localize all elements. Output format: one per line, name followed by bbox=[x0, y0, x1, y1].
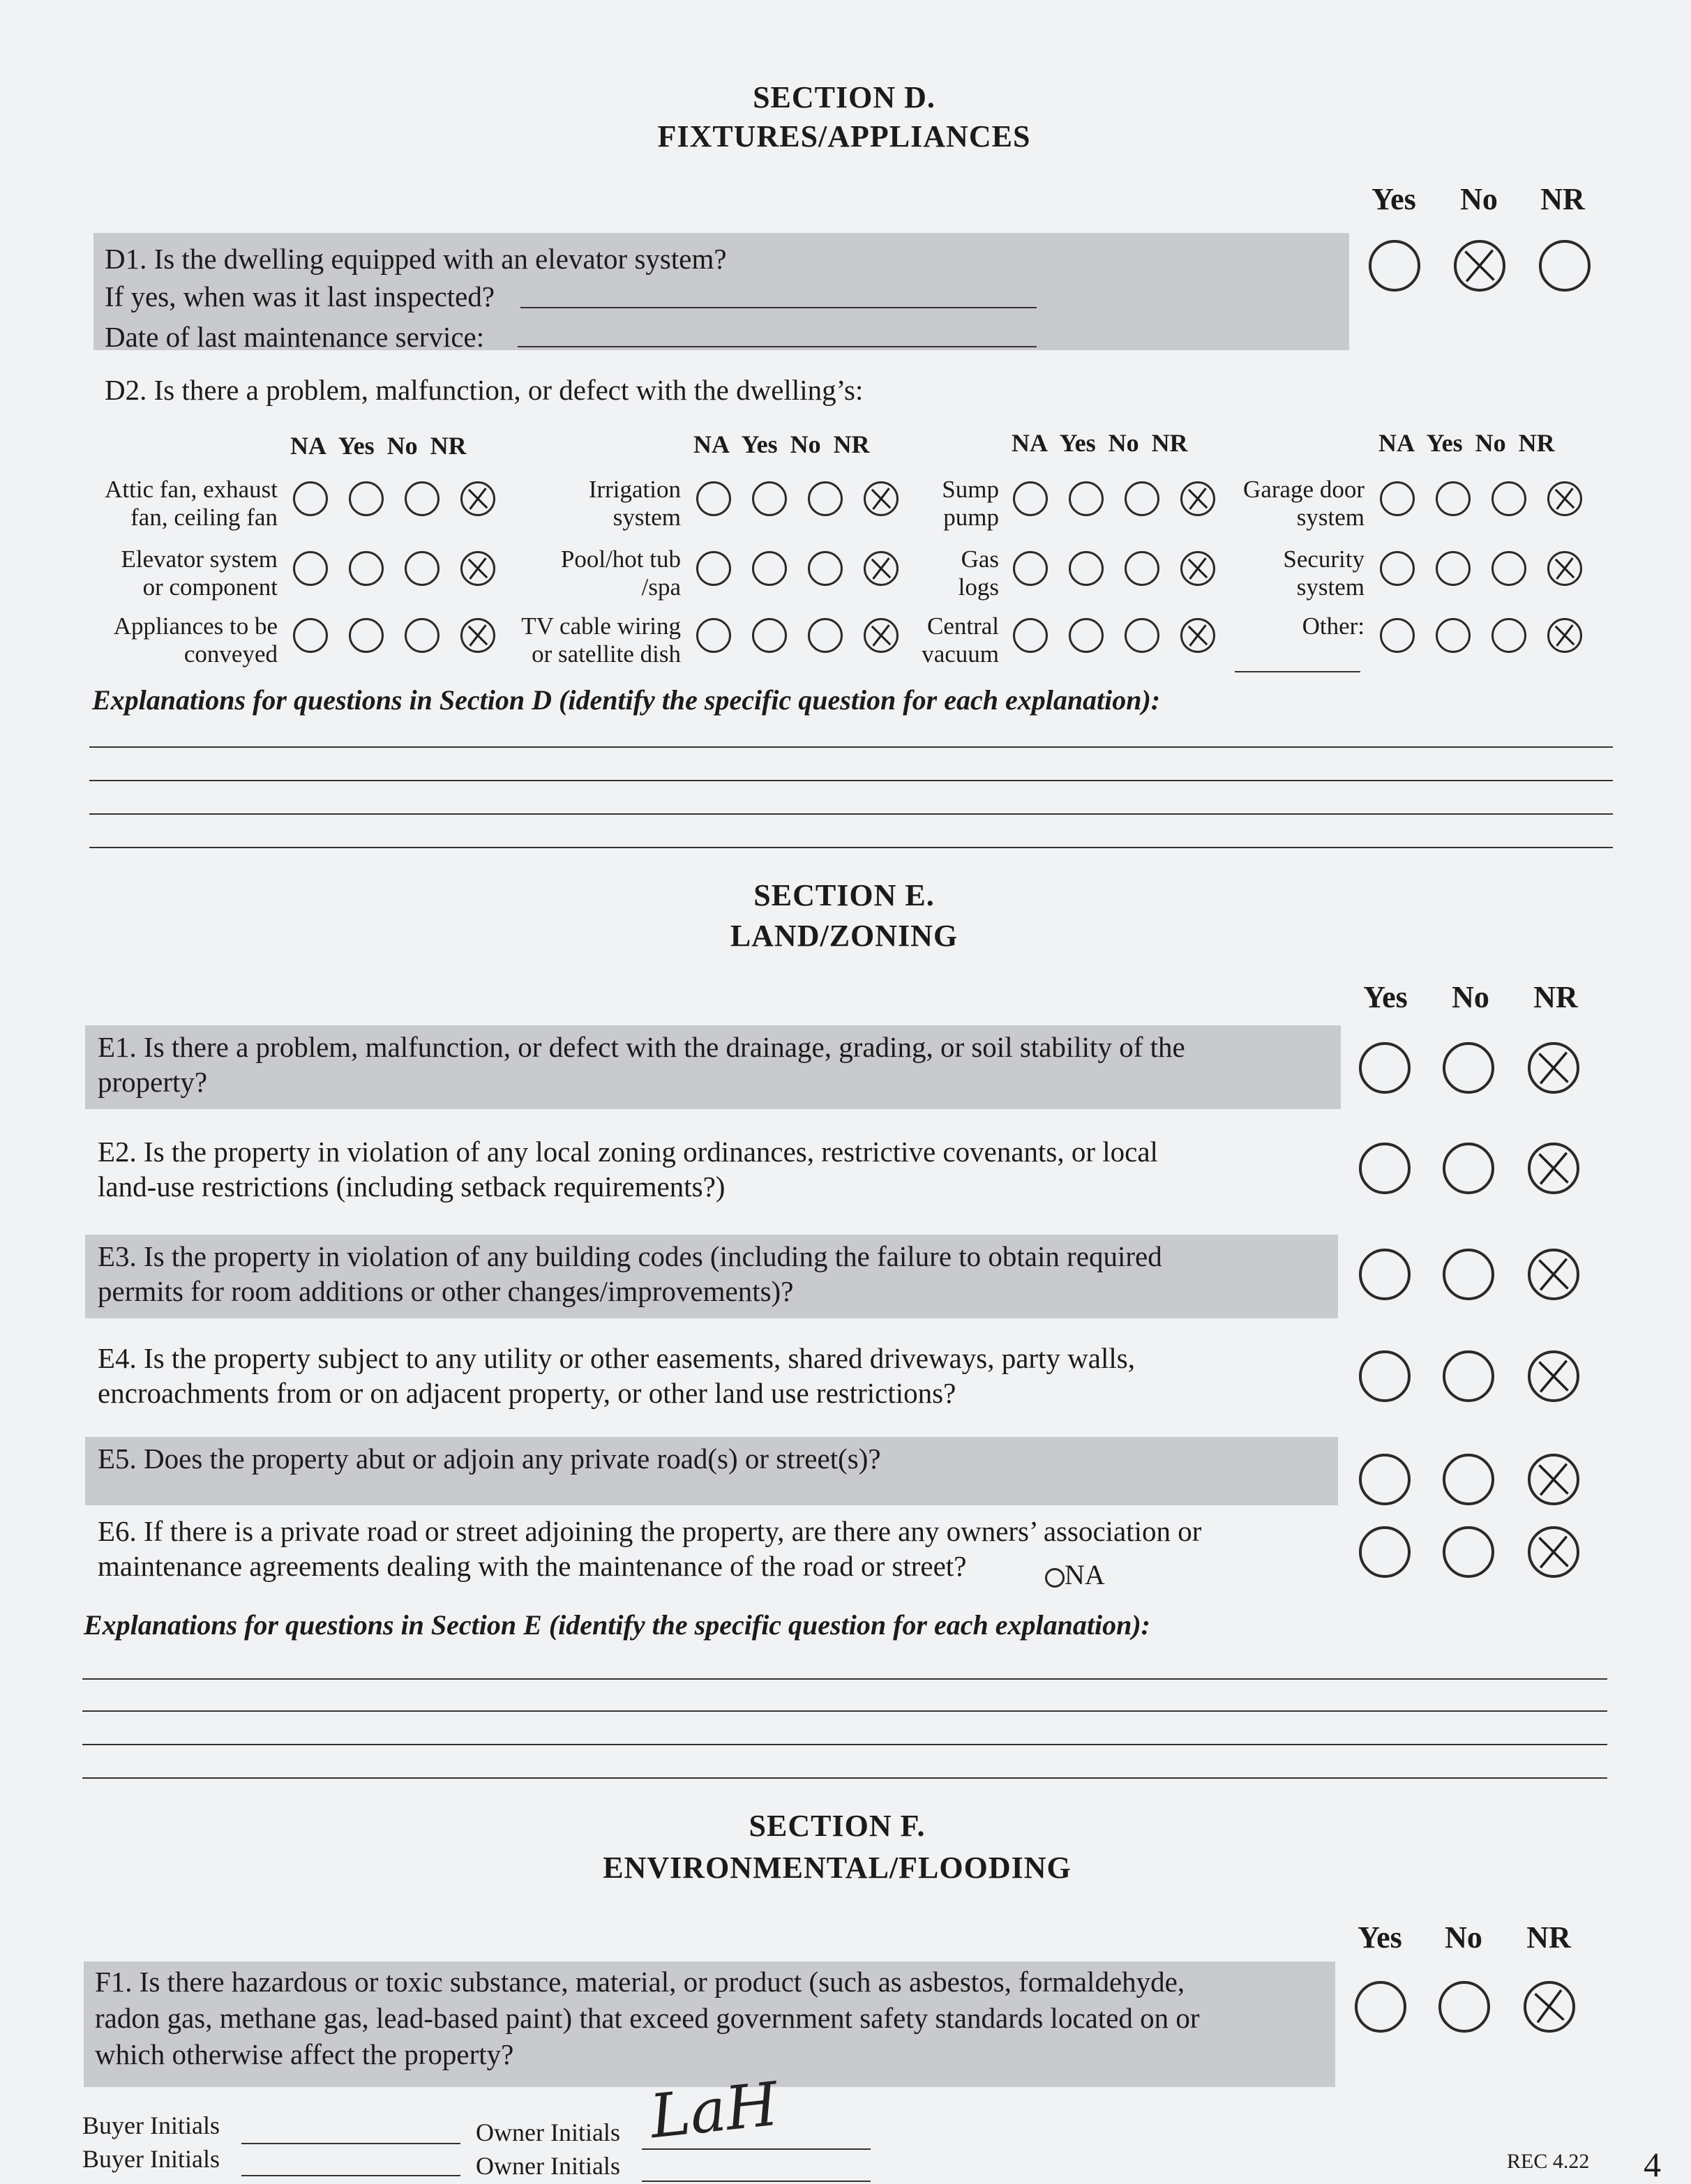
e1-question-line1: E1. Is there a problem, malfunction, or defect with the drainage, grading, or soil stability of the bbox=[98, 1031, 1185, 1063]
d2-nr-radio[interactable] bbox=[460, 618, 495, 653]
nr-label: NR bbox=[1151, 429, 1188, 457]
d2-no-radio[interactable] bbox=[808, 481, 843, 516]
d2-na-radio[interactable] bbox=[696, 481, 731, 516]
d2-item-label-line1: Other: bbox=[1302, 612, 1365, 640]
d2-no-radio[interactable] bbox=[1125, 618, 1159, 653]
e6-no-radio[interactable] bbox=[1443, 1526, 1494, 1578]
d2-nr-radio[interactable] bbox=[1180, 618, 1215, 653]
d2-item-label-line1: Attic fan, exhaust bbox=[105, 476, 278, 503]
other-field[interactable] bbox=[1235, 671, 1360, 672]
f1-question-line1: F1. Is there hazardous or toxic substance, material, or product (such as asbestos, formaldehyde, bbox=[95, 1966, 1185, 1998]
d2-item-label-line2: system bbox=[1296, 504, 1365, 531]
d2-item-label-line1: Garage door bbox=[1243, 476, 1365, 503]
e1-no-radio[interactable] bbox=[1443, 1042, 1494, 1094]
d2-item-label bbox=[105, 476, 278, 532]
d2-item-label bbox=[521, 612, 681, 668]
d2-item-label bbox=[561, 545, 681, 601]
nr-label: NR bbox=[1518, 429, 1555, 457]
d2-no-radio[interactable] bbox=[405, 481, 439, 516]
check-x-mark-icon bbox=[1182, 553, 1213, 584]
e6-na-radio[interactable] bbox=[1045, 1568, 1065, 1588]
no-label: No bbox=[1108, 429, 1139, 457]
check-x-mark-icon bbox=[1531, 1456, 1577, 1503]
section-d-title: SECTION D. bbox=[753, 80, 935, 114]
explanation-line[interactable] bbox=[82, 1678, 1607, 1680]
d2-item-label-line2: or component bbox=[142, 573, 278, 601]
d2-item-label-line2: vacuum bbox=[922, 640, 999, 668]
d2-yes-radio[interactable] bbox=[349, 618, 384, 653]
d2-no-radio[interactable] bbox=[1491, 618, 1526, 653]
d2-item-label-line2: pump bbox=[943, 504, 999, 531]
check-x-mark-icon bbox=[1526, 1984, 1572, 2030]
check-x-mark-icon bbox=[463, 620, 493, 651]
d2-nr-radio[interactable] bbox=[1547, 551, 1582, 586]
d2-item-label bbox=[1243, 476, 1365, 532]
check-x-mark-icon bbox=[1457, 243, 1503, 289]
d2-question: D2. Is there a problem, malfunction, or defect with the dwelling’s: bbox=[105, 374, 864, 406]
e6-nr-radio[interactable] bbox=[1528, 1526, 1579, 1578]
owner-initials-label-1: Owner Initials bbox=[476, 2118, 620, 2146]
check-x-mark-icon bbox=[463, 553, 493, 584]
explanation-line[interactable] bbox=[82, 1710, 1607, 1712]
d2-na-radio[interactable] bbox=[293, 481, 328, 516]
d2-na-radio[interactable] bbox=[293, 551, 328, 586]
d1-yes-radio[interactable] bbox=[1369, 240, 1420, 292]
f1-yes-radio[interactable] bbox=[1355, 1981, 1406, 2033]
section-e-subtitle: LAND/ZONING bbox=[730, 919, 959, 953]
d2-item-label-line1: Central bbox=[926, 612, 999, 640]
explanation-line[interactable] bbox=[89, 780, 1613, 781]
d2-no-radio[interactable] bbox=[405, 551, 439, 586]
na-label: NA bbox=[693, 430, 730, 458]
no-label: No bbox=[1475, 429, 1506, 457]
e1-yes-radio[interactable] bbox=[1359, 1042, 1411, 1094]
d2-no-radio[interactable] bbox=[1491, 551, 1526, 586]
e2-question-line2: land-use restrictions (including setback requirements?) bbox=[98, 1170, 726, 1203]
explanation-line[interactable] bbox=[82, 1777, 1607, 1779]
d2-item-label bbox=[959, 545, 999, 601]
check-x-mark-icon bbox=[1549, 620, 1580, 651]
check-x-mark-icon bbox=[1549, 553, 1580, 584]
e3-question-line2: permits for room additions or other changes/improvements)? bbox=[98, 1275, 794, 1307]
d2-item-label bbox=[922, 612, 999, 668]
e1-question-line2: property? bbox=[98, 1066, 208, 1098]
na-label: NA bbox=[1378, 429, 1415, 457]
d2-item-label-line1: Appliances to be bbox=[113, 612, 278, 640]
d2-na-radio[interactable] bbox=[1013, 481, 1048, 516]
section-e-title: SECTION E. bbox=[753, 878, 935, 912]
buyer-initials-field-2[interactable] bbox=[241, 2175, 460, 2176]
d2-nr-radio[interactable] bbox=[460, 551, 495, 586]
buyer-initials-label-1: Buyer Initials bbox=[82, 2111, 220, 2139]
d2-yes-radio[interactable] bbox=[752, 618, 787, 653]
col-no-header: No bbox=[1445, 1920, 1482, 1955]
d2-yes-radio[interactable] bbox=[752, 481, 787, 516]
section-f-subtitle: ENVIRONMENTAL/FLOODING bbox=[603, 1851, 1072, 1885]
d2-item-label-line1: Security bbox=[1283, 545, 1365, 573]
d2-item-label-line2: system bbox=[612, 504, 681, 531]
d2-item-label bbox=[121, 545, 278, 601]
e3-nr-radio[interactable] bbox=[1528, 1249, 1579, 1300]
explanation-line[interactable] bbox=[82, 1744, 1607, 1745]
yes-label: Yes bbox=[1059, 429, 1096, 457]
yes-label: Yes bbox=[741, 430, 778, 458]
d2-nr-radio[interactable] bbox=[460, 481, 495, 516]
d2-item-label-line2: conveyed bbox=[183, 640, 278, 668]
e6-yes-radio[interactable] bbox=[1359, 1526, 1411, 1578]
e5-question-line1: E5. Does the property abut or adjoin any private road(s) or street(s)? bbox=[98, 1443, 881, 1475]
d2-yes-radio[interactable] bbox=[1436, 481, 1471, 516]
section-d-subtitle: FIXTURES/APPLIANCES bbox=[657, 119, 1031, 153]
d2-item-label-line2: or satellite dish bbox=[532, 640, 681, 668]
explanation-line[interactable] bbox=[89, 813, 1613, 815]
d2-na-radio[interactable] bbox=[696, 618, 731, 653]
d2-na-radio[interactable] bbox=[1380, 551, 1415, 586]
check-x-mark-icon bbox=[1531, 1251, 1577, 1297]
grid2-header bbox=[693, 430, 870, 459]
e2-yes-radio[interactable] bbox=[1359, 1143, 1411, 1194]
d1-nr-radio[interactable] bbox=[1539, 240, 1591, 292]
e4-question-line1: E4. Is the property subject to any utility or other easements, shared driveways, party walls, bbox=[98, 1342, 1135, 1374]
na-label: NA bbox=[290, 432, 326, 460]
yes-label: Yes bbox=[338, 432, 375, 460]
col-yes-header: Yes bbox=[1371, 182, 1416, 216]
e4-question-line2: encroachments from or on adjacent property, or other land use restrictions? bbox=[98, 1377, 956, 1409]
d2-na-radio[interactable] bbox=[696, 551, 731, 586]
d2-na-radio[interactable] bbox=[1380, 481, 1415, 516]
explanation-line[interactable] bbox=[89, 746, 1613, 748]
d1-question: D1. Is the dwelling equipped with an elevator system? bbox=[105, 243, 727, 275]
section-e-explanations-label: Explanations for questions in Section E (identify the specific question for each explanation): bbox=[84, 1609, 1150, 1641]
d2-na-radio[interactable] bbox=[1013, 618, 1048, 653]
check-x-mark-icon bbox=[1549, 483, 1580, 514]
d2-item-label-line2: /spa bbox=[641, 573, 681, 601]
d2-item-label-line2: logs bbox=[958, 573, 999, 601]
d2-nr-radio[interactable] bbox=[1547, 618, 1582, 653]
d2-yes-radio[interactable] bbox=[349, 551, 384, 586]
e2-nr-radio[interactable] bbox=[1528, 1143, 1579, 1194]
d2-yes-radio[interactable] bbox=[752, 551, 787, 586]
owner-signature: LaH bbox=[647, 2069, 782, 2153]
d2-na-radio[interactable] bbox=[1013, 551, 1048, 586]
f1-question-line3: which otherwise affect the property? bbox=[95, 2038, 514, 2070]
e1-nr-radio[interactable] bbox=[1528, 1042, 1579, 1094]
d2-no-radio[interactable] bbox=[1125, 481, 1159, 516]
f1-no-radio[interactable] bbox=[1438, 1981, 1490, 2033]
col-yes-header: Yes bbox=[1363, 980, 1408, 1014]
d2-nr-radio[interactable] bbox=[1180, 481, 1215, 516]
e4-no-radio[interactable] bbox=[1443, 1350, 1494, 1402]
col-nr-header: NR bbox=[1526, 1920, 1571, 1955]
d2-item-label-line1: TV cable wiring bbox=[521, 612, 681, 640]
check-x-mark-icon bbox=[866, 620, 896, 651]
d2-item-label bbox=[114, 612, 278, 668]
owner-initials-field-2[interactable] bbox=[642, 2181, 871, 2182]
e4-yes-radio[interactable] bbox=[1359, 1350, 1411, 1402]
d2-item-label-line1: Elevator system bbox=[121, 545, 278, 573]
buyer-initials-field-1[interactable] bbox=[241, 2143, 460, 2144]
e6-na-option[interactable] bbox=[1045, 1558, 1105, 1591]
col-nr-header: NR bbox=[1540, 182, 1585, 216]
d2-yes-radio[interactable] bbox=[1069, 551, 1104, 586]
e6-question-line1: E6. If there is a private road or street adjoining the property, are there any owners’ association or bbox=[98, 1515, 1202, 1547]
owner-initials-label-2: Owner Initials bbox=[476, 2152, 620, 2180]
d2-nr-radio[interactable] bbox=[1180, 551, 1215, 586]
d2-nr-radio[interactable] bbox=[1547, 481, 1582, 516]
d2-item-label-line1: Gas bbox=[961, 545, 999, 573]
check-x-mark-icon bbox=[463, 483, 493, 514]
e5-yes-radio[interactable] bbox=[1359, 1454, 1411, 1505]
d2-na-radio[interactable] bbox=[293, 618, 328, 653]
d2-item-label bbox=[1302, 612, 1365, 640]
e6-question-line2: maintenance agreements dealing with the maintenance of the road or street? bbox=[98, 1550, 967, 1582]
d2-no-radio[interactable] bbox=[808, 551, 843, 586]
d2-no-radio[interactable] bbox=[808, 618, 843, 653]
d2-item-label-line2: fan, ceiling fan bbox=[130, 504, 278, 531]
section-f-title: SECTION F. bbox=[749, 1809, 926, 1843]
no-label: No bbox=[790, 430, 821, 458]
d2-yes-radio[interactable] bbox=[349, 481, 384, 516]
d2-item-label bbox=[942, 476, 999, 532]
na-label: NA bbox=[1012, 429, 1048, 457]
d2-yes-radio[interactable] bbox=[1069, 618, 1104, 653]
d1-maintenance-label: Date of last maintenance service: bbox=[105, 321, 485, 353]
d2-na-radio[interactable] bbox=[1380, 618, 1415, 653]
e5-nr-radio[interactable] bbox=[1528, 1454, 1579, 1505]
f1-question-line2: radon gas, methane gas, lead-based paint) that exceed government safety standards located on or bbox=[95, 2002, 1200, 2034]
d1-inspected-label: If yes, when was it last inspected? bbox=[105, 280, 495, 312]
col-nr-header: NR bbox=[1533, 980, 1578, 1014]
d2-item-label-line1: Pool/hot tub bbox=[560, 545, 681, 573]
nr-label: NR bbox=[430, 432, 467, 460]
d1-no-radio[interactable] bbox=[1454, 240, 1505, 292]
e3-question-line1: E3. Is the property in violation of any building codes (including the failure to obtain required bbox=[98, 1240, 1162, 1272]
d1-maintenance-field[interactable] bbox=[518, 346, 1037, 347]
section-d-explanations-label: Explanations for questions in Section D (identify the specific question for each explanation): bbox=[92, 684, 1161, 716]
e5-no-radio[interactable] bbox=[1443, 1454, 1494, 1505]
e2-question-line1: E2. Is the property in violation of any local zoning ordinances, restrictive covenants, or local bbox=[98, 1136, 1158, 1168]
d2-yes-radio[interactable] bbox=[1069, 481, 1104, 516]
d2-no-radio[interactable] bbox=[1491, 481, 1526, 516]
yes-label: Yes bbox=[1426, 429, 1463, 457]
check-x-mark-icon bbox=[1531, 1045, 1577, 1091]
check-x-mark-icon bbox=[1182, 620, 1213, 651]
d2-item-label bbox=[589, 476, 681, 532]
d2-nr-radio[interactable] bbox=[864, 551, 899, 586]
check-x-mark-icon bbox=[1531, 1145, 1577, 1191]
e2-no-radio[interactable] bbox=[1443, 1143, 1494, 1194]
d2-item-label-line2: system bbox=[1296, 573, 1365, 601]
check-x-mark-icon bbox=[1182, 483, 1213, 514]
form-code: REC 4.22 bbox=[1507, 2150, 1590, 2173]
page-number: 4 bbox=[1644, 2145, 1661, 2184]
grid4-header bbox=[1378, 428, 1555, 458]
e3-no-radio[interactable] bbox=[1443, 1249, 1494, 1300]
explanation-line[interactable] bbox=[89, 847, 1613, 848]
d2-item-label-line1: Irrigation bbox=[588, 476, 681, 503]
d2-item-label-line1: Sump bbox=[942, 476, 999, 503]
check-x-mark-icon bbox=[1531, 1353, 1577, 1399]
nr-label: NR bbox=[833, 430, 870, 458]
d1-inspected-field[interactable] bbox=[520, 307, 1037, 308]
col-no-header: No bbox=[1452, 980, 1489, 1014]
check-x-mark-icon bbox=[866, 553, 896, 584]
d2-yes-radio[interactable] bbox=[1436, 551, 1471, 586]
check-x-mark-icon bbox=[1531, 1529, 1577, 1575]
d2-item-label bbox=[1283, 545, 1365, 601]
d2-yes-radio[interactable] bbox=[1436, 618, 1471, 653]
e3-yes-radio[interactable] bbox=[1359, 1249, 1411, 1300]
buyer-initials-label-2: Buyer Initials bbox=[82, 2145, 220, 2173]
col-yes-header: Yes bbox=[1358, 1920, 1402, 1955]
grid3-header bbox=[1012, 428, 1188, 458]
d2-nr-radio[interactable] bbox=[864, 618, 899, 653]
no-label: No bbox=[386, 432, 418, 460]
d2-no-radio[interactable] bbox=[405, 618, 439, 653]
grid1-header bbox=[290, 431, 467, 460]
f1-nr-radio[interactable] bbox=[1524, 1981, 1575, 2033]
d2-nr-radio[interactable] bbox=[864, 481, 899, 516]
e4-nr-radio[interactable] bbox=[1528, 1350, 1579, 1402]
col-no-header: No bbox=[1460, 182, 1498, 216]
check-x-mark-icon bbox=[866, 483, 896, 514]
e6-na-label: NA bbox=[1065, 1559, 1105, 1590]
d2-no-radio[interactable] bbox=[1125, 551, 1159, 586]
